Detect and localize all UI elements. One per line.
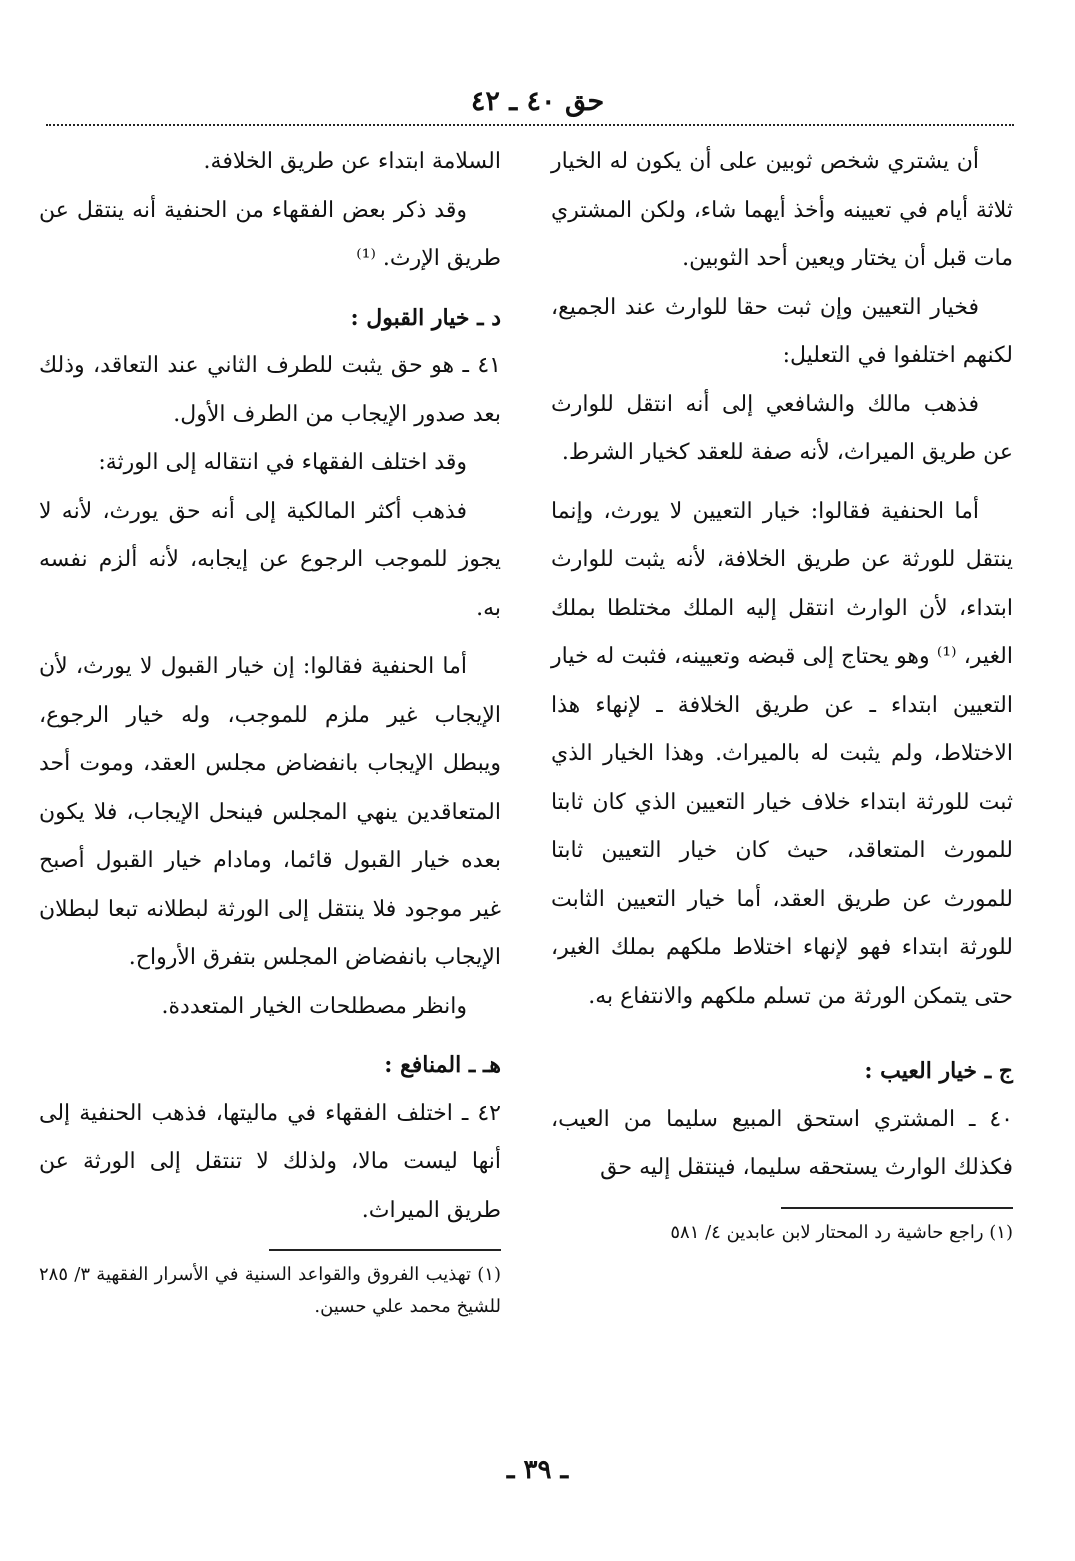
section-heading: ج ـ خيار العيب : (864, 1058, 1013, 1084)
footnote-rule (781, 1207, 1013, 1209)
paragraph: أما الحنفية فقالوا: خيار التعيين لا يورث، وإنما ينتقل للورثة عن طريق الخلافة، لأنه يثبت للوارث ابتداء، لأن الوارث انتقل إليه الملك مختلطا بملك الغير، ⁽¹⁾ وهو يحتاج إلى قبضه وتعيينه، فثبت له خيار التعيين ابتداء ـ عن طريق الخلافة ـ لإنهاء هذا الاختلاط، ولم يثبت له بالميراث. وهذا الخيار الذي ثبت للورثة ابتداء خلاف خيار التعيين الذي كان ثابتا للمورث المتعاقد، حيث كان خيار التعيين ثابتا للمورث عن طريق العقد، أما خيار التعيين الثابت للورثة ابتداء فهو لإنهاء اختلاط ملكهم بملك الغير، حتى يتمكن الورثة من تسلم ملكهم والانتفاع به. (551, 498, 1014, 1009)
page-number: ـ ٣٩ ـ (506, 1455, 569, 1485)
paragraph: وانظر مصطلحات الخيار المتعددة. (161, 993, 467, 1019)
section-heading: د ـ خيار القبول : (350, 304, 501, 331)
running-head: حق ٤٠ ـ ٤٢ (470, 86, 605, 117)
right-column (551, 138, 1013, 1249)
paragraph: وقد اختلف الفقهاء في انتقاله إلى الورثة: (98, 450, 467, 475)
paragraph: ٤١ ـ هو حق يثبت للطرف الثاني عند التعاقد، وذلك بعد صدور الإيجاب من الطرف الأول. (39, 353, 501, 427)
paragraph: فخيار التعيين وإن ثبت حقا للوارث عند الجميع، لكنهم اختلفوا في التعليل: (551, 294, 1013, 368)
section-heading: هـ ـ المنافع : (384, 1052, 501, 1078)
paragraph: أما الحنفية فقالوا: إن خيار القبول لا يورث، لأن الإيجاب غير ملزم للموجب، وله خيار الرجوع، ويبطل الإيجاب بانفضاض مجلس العقد، وموت أحد المتعاقدين ينهي المجلس فينحل الإيجاب، فلا يكون بعده خيار القبول قائما، ومادام خيار القبول أصبح غير موجود فلا ينتقل إلى الورثة لبطلانه تبعا لبطلان الإيجاب بانفضاض المجلس بتفرق الأرواح. (39, 654, 501, 970)
paragraph: فذهب أكثر المالكية إلى أنه حق يورث، لأنه لا يجوز للموجب الرجوع عن إيجابه، لأنه ألزم نفسه به. (39, 498, 501, 621)
header-dotted-rule (46, 124, 1014, 126)
footnote: (١) راجع حاشية رد المحتار لابن عابدين ٤/ ٥٨١ (670, 1221, 1013, 1243)
paragraph: فذهب مالك والشافعي إلى أنه انتقل للوارث عن طريق الميراث، لأنه صفة للعقد كخيار الشرط. (551, 391, 1013, 465)
paragraph: ٤٢ ـ اختلف الفقهاء في ماليتها، فذهب الحنفية إلى أنها ليست مالا، ولذلك لا تنتقل إلى الورثة عن طريق الميراث. (39, 1100, 501, 1223)
footnote-rule (269, 1249, 501, 1251)
paragraph: وقد ذكر بعض الفقهاء من الحنفية أنه ينتقل عن طريق الإرث. ⁽¹⁾ (39, 197, 501, 271)
footnote: (١) تهذيب الفروق والقواعد السنية في الأسرار الفقهية ٣/ ٢٨٥ للشيخ محمد علي حسين. (39, 1264, 501, 1317)
paragraph: أن يشتري شخص ثوبين على أن يكون له الخيار ثلاثة أيام في تعيينه وأخذ أيهما شاء، ولكن المشتري مات قبل أن يختار ويعين أحد الثوبين. (551, 149, 1013, 271)
paragraph: ٤٠ ـ المشتري استحق المبيع سليما من العيب، فكذلك الوارث يستحقه سليما، فينتقل إليه حق (551, 1106, 1013, 1180)
left-column (39, 138, 501, 1323)
paragraph: السلامة ابتداء عن طريق الخلافة. (203, 149, 501, 174)
